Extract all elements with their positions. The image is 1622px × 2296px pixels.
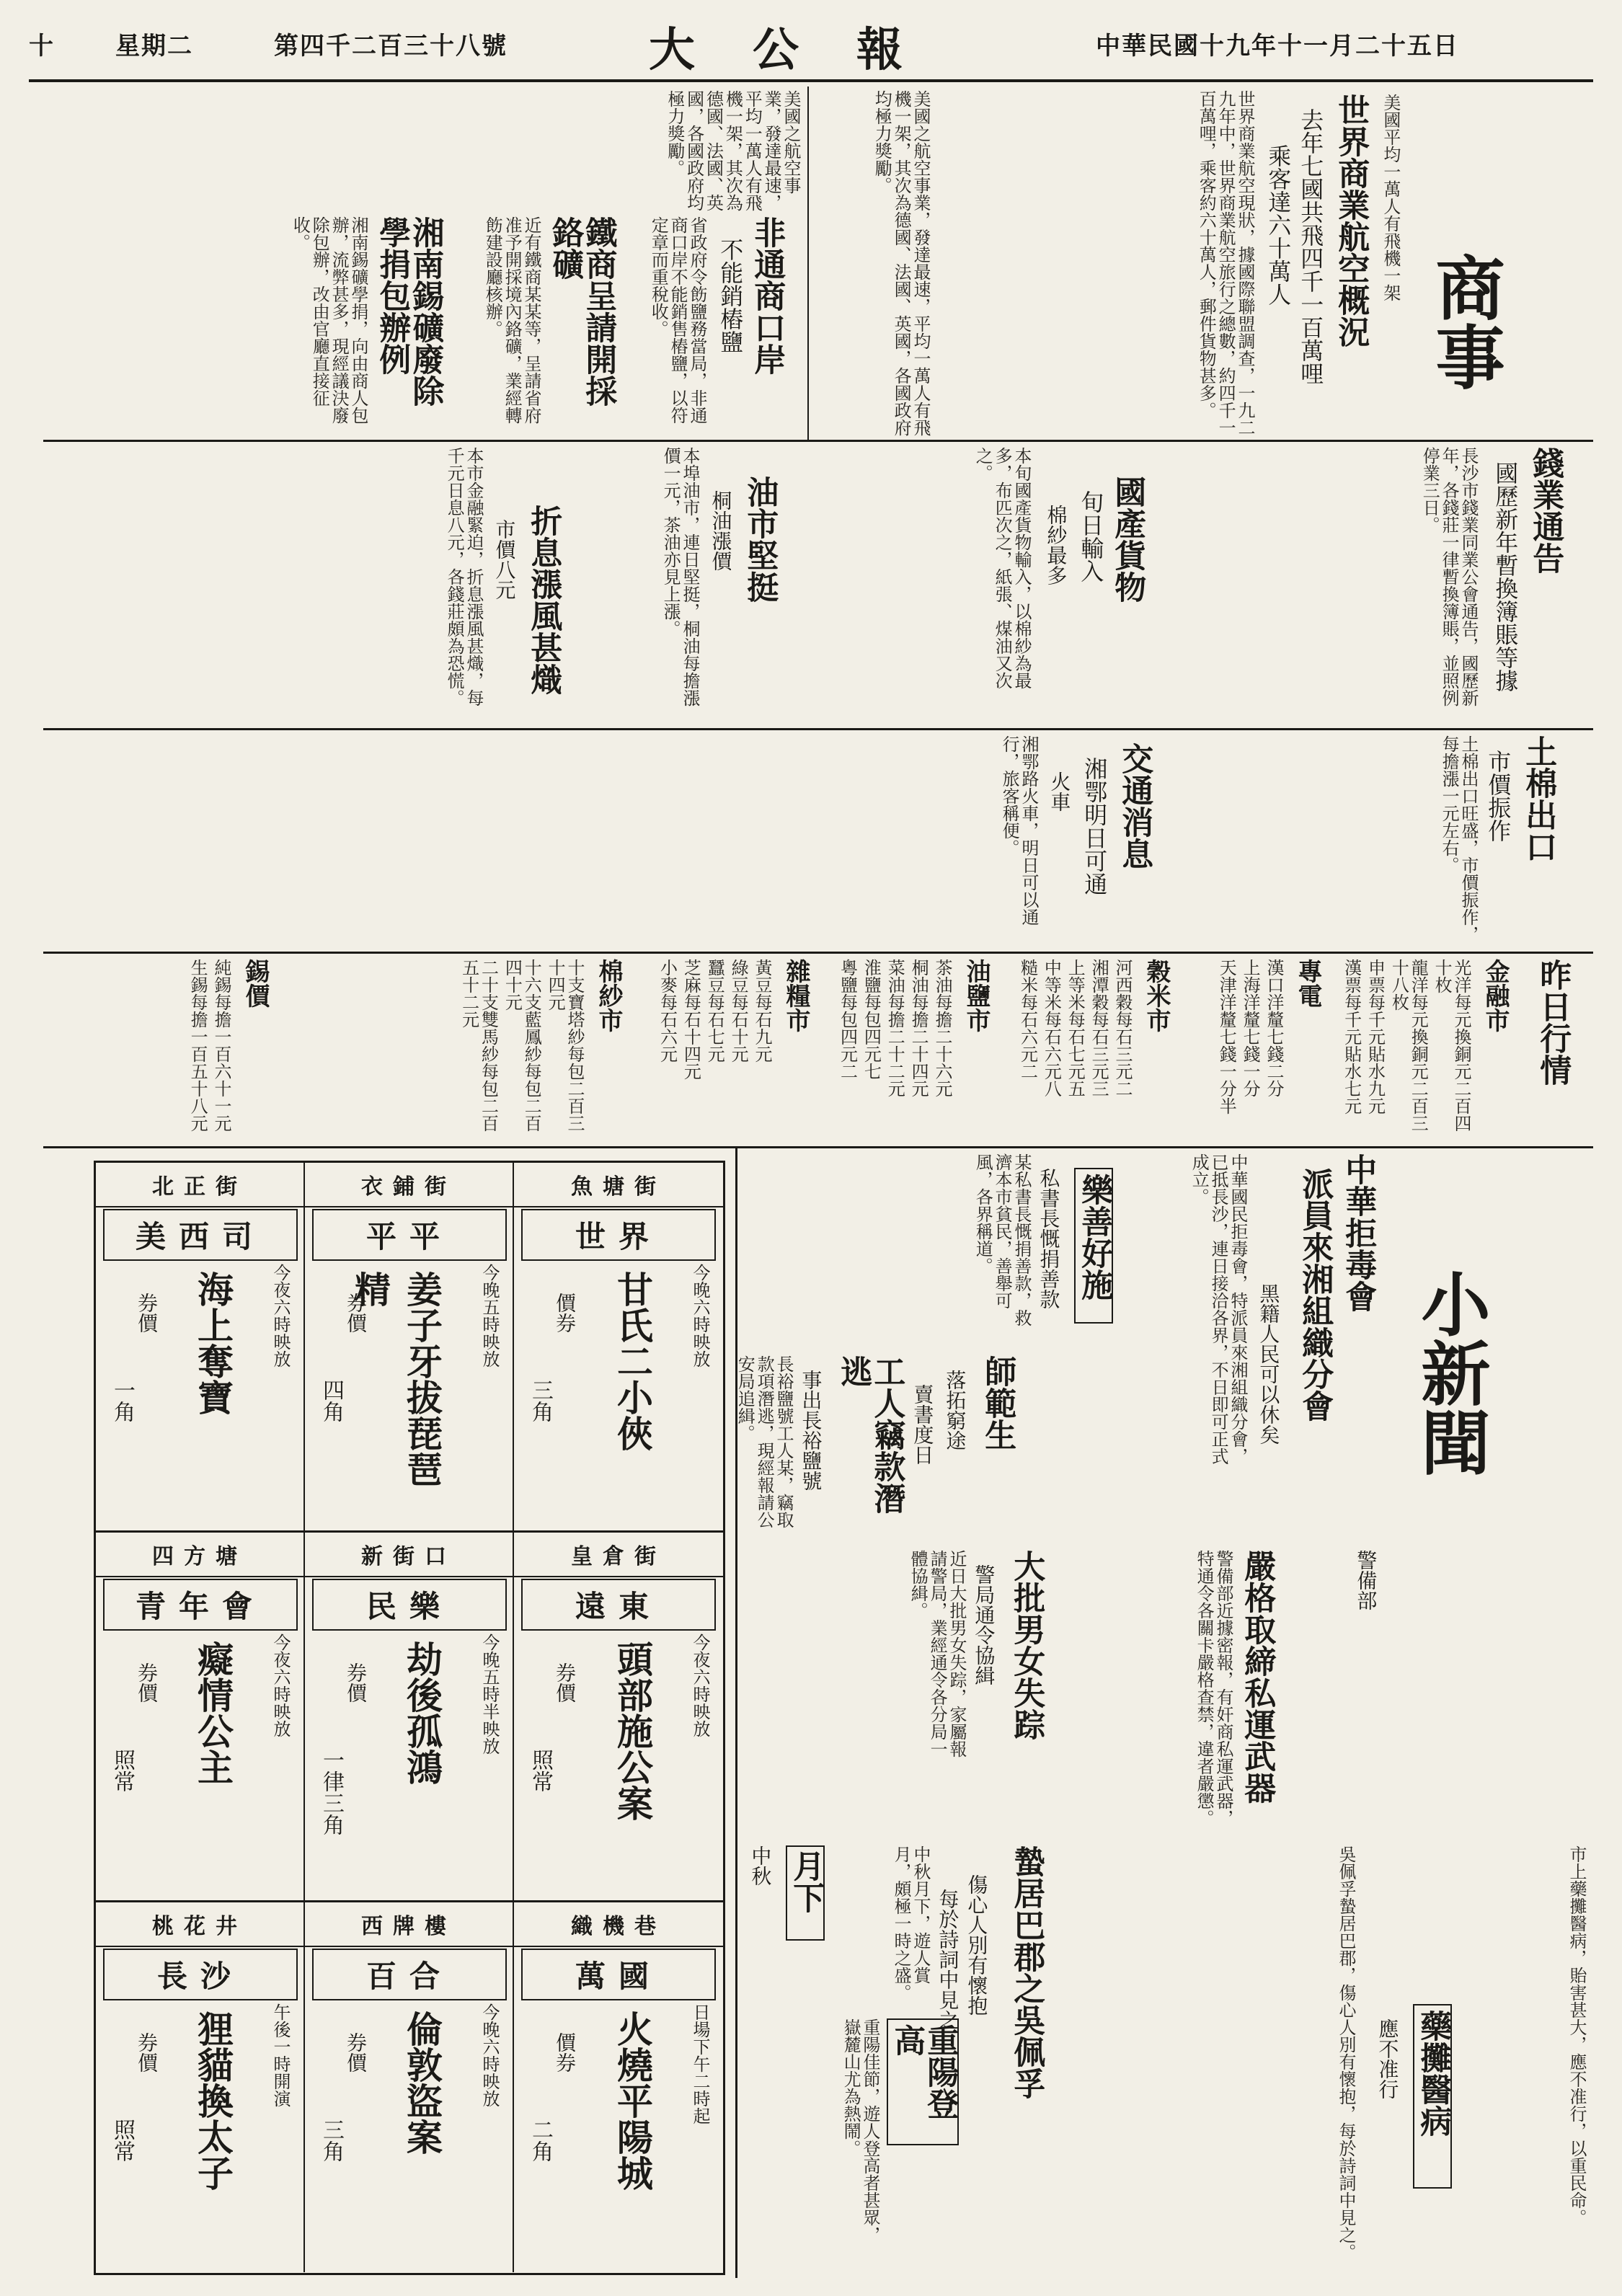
cotton-market-lines: [288, 959, 584, 1139]
cinema-film-title: 姜子牙拔琵琶精: [349, 1271, 443, 1487]
antiopium-headline: 中華拒毒會: [1339, 1153, 1377, 1312]
rule-band4: [43, 1146, 1593, 1148]
goods-body: 本旬國產貨物輸入，以棉紗為最多，布匹次之，紙張、煤油又次之。: [972, 447, 1032, 689]
cinema-street: 衣鋪街: [305, 1169, 513, 1207]
moon-sub: 中秋: [748, 1845, 773, 1886]
divider-top-mid: [807, 87, 809, 440]
cinema-price-label: 券價: [344, 1293, 368, 1333]
antiopium-body: 中華國民拒毒會，特派員來湘組織分會，已抵長沙，連日接洽各界，不日即可正式成立。: [1189, 1153, 1248, 1465]
missing-sub: 警局通令協緝: [972, 1564, 996, 1685]
telegraph-lines: [1189, 959, 1283, 1139]
cinema-theater-name: 美西司: [103, 1209, 298, 1261]
cinema-theater-name: 萬國: [521, 1949, 716, 2000]
page-number: 十: [29, 32, 55, 61]
cinema-price-label: 價券: [553, 2032, 577, 2073]
student-sub: 落拓窮途: [943, 1370, 967, 1450]
cinema-street: 魚塘街: [514, 1169, 723, 1207]
aviation-sub1: 去年七國共飛四千一百萬哩: [1297, 108, 1325, 385]
missing-body: 近日大批男女失踪，家屬報請警局，業經通令各分局一體協緝。: [908, 1550, 967, 1758]
cinema-grid: [96, 1163, 723, 2273]
cinema-cell: [96, 1902, 305, 2272]
cinema-price-label: 券價: [135, 2032, 159, 2073]
interest-tag: 市價八元: [492, 519, 517, 600]
police-tag: 警備部: [1354, 1550, 1378, 1610]
masthead-rule: [29, 79, 1593, 82]
quote-line: 十支寶塔紗每包二百三十四元: [545, 959, 585, 1132]
cinema-showtime: 今晚六時映放: [690, 1264, 710, 1368]
cinema-theater-name: 民樂: [312, 1579, 507, 1631]
charity-headline: 樂善好施: [1074, 1168, 1113, 1324]
cinema-cell: [514, 1533, 723, 1902]
telegraph-title: 專電: [1293, 959, 1322, 1008]
cinema-showtime: 今夜六時映放: [270, 1634, 291, 1737]
cinema-listings: [94, 1161, 725, 2275]
oilsalt-title: 油鹽市: [962, 959, 991, 1032]
cinema-theater-name: 百合: [312, 1949, 507, 2000]
tin-title: 錫價: [241, 959, 270, 1008]
quote-line: 中等米每石六元八: [1041, 959, 1062, 1097]
cinema-cell: [514, 1902, 723, 2272]
salt-body: 省政府令飭鹽務當局，非通商口岸不能銷售樁鹽，以符定章而重稅收。: [648, 216, 707, 424]
cinema-showtime: 今晚五時半映放: [479, 1634, 500, 1755]
theft-body: 長裕鹽號工人某，竊取款項潛逃，現經報請公安局追緝。: [735, 1355, 794, 1528]
news-section-title: 小新聞: [1410, 1269, 1492, 1476]
cinema-showtime: 今晚五時映放: [479, 1264, 500, 1368]
masthead: [29, 13, 1593, 78]
bank-notice-headline: 錢業通告: [1527, 447, 1564, 574]
salt-sub: 不能銷樁鹽: [717, 238, 745, 353]
tungsten-headline: 湘南錫礦廢除學捐包辦例: [373, 216, 444, 407]
ore-body: 近有鐵商某某等，呈請省府准予開採境內鉻礦，業經轉飭建設廳核辦。: [482, 216, 541, 424]
aviation-body-1: 世界商業航空現狀，據國際聯盟調查，一九二九年中，世界商業航空旅行之總數，約四千一百萬哩，乘客約六十萬人，郵件貨物甚多。: [1196, 90, 1255, 436]
cinema-price: 一角: [110, 1379, 135, 1422]
commerce-section-title: 商事: [1424, 252, 1506, 391]
cinema-showtime: 今晚六時映放: [479, 2003, 500, 2107]
cinema-cell: [96, 1533, 305, 1902]
quote-line: 漢口洋釐七錢二分: [1264, 959, 1284, 1097]
cinema-film-title: 海上奪寶: [192, 1271, 234, 1415]
issue-date: 中華民國十九年十一月二十五日: [1096, 32, 1459, 61]
bank-notice-body: 長沙市錢業同業公會通告，國歷新年，各錢莊一律暫換簿賬，並照例停業三日。: [1419, 447, 1479, 706]
cinema-price-label: 券價: [553, 1662, 577, 1703]
rule-band3: [43, 952, 1593, 954]
cinema-cell: [96, 1163, 305, 1533]
rule-band1: [43, 440, 1593, 442]
cinema-price-label: 價券: [553, 1293, 577, 1333]
moon-body: 中秋月下，遊人賞月，頗極一時之盛。: [891, 1845, 931, 2001]
cotton-market-title: 棉紗市: [594, 959, 623, 1032]
grain-title: 穀米市: [1142, 959, 1171, 1032]
quote-line: 芝麻每石十四元: [681, 959, 701, 1080]
salt-headline: 非通商口岸: [748, 216, 786, 375]
cinema-price-label: 券價: [135, 1293, 159, 1333]
wu-body: 吳佩孚蟄居巴郡，傷心人別有懷抱，每於詩詞中見之。: [1336, 1845, 1356, 2261]
misc-title: 雜糧市: [781, 959, 810, 1032]
goods-sub: 旬日輸入: [1077, 490, 1105, 582]
traffic-sub: 湘鄂明日可通: [1081, 757, 1109, 895]
festival-headline: 重陽登高: [887, 2018, 959, 2145]
cinema-film-title: 劫後孤鴻: [401, 1641, 443, 1785]
charity-sub: 私書長慨捐善款: [1037, 1168, 1061, 1309]
quote-line: 生錫每擔一百五十八元: [187, 959, 208, 1132]
wu-tag: 每於詩詞中見之: [936, 1889, 960, 2030]
aviation-headline: 世界商業航空概況: [1332, 94, 1370, 347]
cinema-theater-name: 長沙: [103, 1949, 298, 2000]
cinema-cell: [305, 1902, 514, 2272]
cinema-cell: [305, 1533, 514, 1902]
cinema-street: 桃花井: [96, 1908, 303, 1947]
grain-lines: [1009, 959, 1132, 1139]
cinema-theater-name: 青年會: [103, 1579, 298, 1631]
cinema-film-title: 倫敦盜案: [401, 2011, 443, 2155]
quote-line: 漢票每千元貼水七元: [1341, 959, 1362, 1114]
festival-body: 重陽佳節，遊人登高者甚眾，嶽麓山尤為熱鬧。: [841, 2018, 880, 2243]
cinema-price-label: 券價: [344, 1662, 368, 1703]
quote-line: 龍洋每元換銅元二百三十八枚: [1388, 959, 1429, 1132]
traffic-headline: 交通消息: [1116, 743, 1153, 869]
cinema-showtime: 今夜六時映放: [690, 1634, 710, 1737]
cinema-theater-name: 遠東: [521, 1579, 716, 1631]
quote-line: 粵鹽每包四元二: [837, 959, 858, 1080]
aviation-note: 美國平均一萬人有飛機一架: [1380, 94, 1401, 301]
quote-line: 上海洋釐七錢一分: [1240, 959, 1261, 1097]
quote-line: 黃豆每石九元: [752, 959, 772, 1063]
traffic-body: 湘鄂路火車，明日可以通行，旅客稱便。: [999, 735, 1039, 926]
quote-line: 桐油每擔二十四元: [908, 959, 929, 1097]
cinema-cell: [305, 1163, 514, 1533]
cinema-cell: [514, 1163, 723, 1533]
police-body: 警備部近據密報，有奸商私運武器，特通令各關卡嚴格查禁，違者嚴懲。: [1194, 1550, 1233, 1827]
cinema-price-label: 券價: [344, 2032, 368, 2073]
quote-line: 十六支藍鳳紗每包二百四十元: [502, 959, 542, 1132]
tungsten-body: 湘南錫礦學捐，向由商人包辦，流弊甚多，現經議決廢除包辦，改由官廳直接征收。: [290, 216, 368, 424]
cinema-film-title: 甘氏二小俠: [611, 1271, 654, 1451]
antiopium-tag: 黑籍人民可以休矣: [1257, 1283, 1281, 1445]
cinema-street: 西牌樓: [305, 1908, 513, 1947]
quote-line: 菜油每擔二十二元: [885, 959, 905, 1097]
goods-headline: 國產貨物: [1109, 476, 1146, 603]
interest-headline: 折息漲風甚熾: [525, 505, 562, 695]
cinema-showtime: 日場下午二時起: [690, 2003, 710, 2124]
wu-headline: 蟄居巴郡之吳佩孚: [1008, 1845, 1045, 2099]
issue-number: 第四千二百三十八號: [274, 32, 508, 61]
issue-weekday: 星期二: [115, 32, 193, 61]
charity-body: 某私書長慨捐善款，救濟本市貧民，善舉可風，各界稱道。: [972, 1153, 1032, 1326]
finance-lines: [1341, 959, 1471, 1139]
cotton-sub: 市價振作: [1484, 750, 1512, 842]
wu-sub: 傷心人別有懷抱: [965, 1874, 989, 2016]
finance-title: 金融市: [1481, 959, 1510, 1032]
missing-headline: 大批男女失踪: [1008, 1550, 1045, 1740]
quote-line: 淮鹽每包四元七: [861, 959, 882, 1080]
oil-tag: 桐油漲價: [709, 490, 733, 571]
quote-line: 光洋每元換銅元二百四十枚: [1432, 959, 1471, 1132]
cinema-street: 北正街: [96, 1169, 303, 1207]
quotes-header: 昨日行情: [1534, 959, 1572, 1086]
cinema-showtime: 今夜六時映放: [270, 1264, 291, 1368]
divider-news-cinema: [735, 1146, 737, 2278]
quote-line: 湘潭穀每石三元三: [1089, 959, 1109, 1097]
moon-headline: 月下: [786, 1845, 825, 1941]
cinema-film-title: 癡情公主: [192, 1641, 234, 1785]
cinema-price-label: 券價: [135, 1662, 159, 1703]
oilsalt-lines: [829, 959, 952, 1139]
cinema-film-title: 火燒平陽城: [611, 2011, 654, 2191]
quote-line: 申票每千元貼水九元: [1365, 959, 1386, 1114]
theft-sub: 事出長裕鹽號: [799, 1370, 823, 1491]
paper-title: 大公報: [649, 23, 960, 77]
cinema-film-title: 頭部施公案: [611, 1641, 654, 1821]
tin-lines: [50, 959, 231, 1139]
quote-line: 上等米每石七元五: [1065, 959, 1086, 1097]
goods-tag: 棉紗最多: [1044, 505, 1068, 585]
cinema-showtime: 午後一時開演: [270, 2003, 291, 2107]
medicine-sub: 應不准行: [1375, 2018, 1400, 2099]
traffic-tag: 火車: [1047, 771, 1072, 812]
cinema-street: 四方塘: [96, 1538, 303, 1577]
student-headline: 師範生: [979, 1355, 1016, 1450]
cinema-price: 三角: [528, 1379, 553, 1422]
cinema-theater-name: 世界: [521, 1209, 716, 1261]
medicine-headline: 藥攤醫病: [1413, 2004, 1452, 2189]
oil-body: 本埠油市，連日堅挺，桐油每擔漲價一元，茶油亦見上漲。: [660, 447, 700, 706]
cotton-body: 土棉出口旺盛，市價振作，每擔漲一元左右。: [1439, 735, 1479, 943]
cinema-price: 照常: [528, 1749, 553, 1792]
cinema-price: 二角: [528, 2119, 553, 2162]
quote-line: 蠶豆每石七元: [704, 959, 725, 1063]
quote-line: 小麥每石六元: [657, 959, 678, 1063]
quote-line: 糙米每石六元二: [1017, 959, 1038, 1080]
cinema-price: 照常: [110, 2119, 135, 2162]
bank-notice-sub: 國歷新年暫換簿賬等據: [1492, 461, 1520, 692]
quote-line: 純錫每擔一百六十一元: [211, 959, 231, 1132]
cinema-price: 一律三角: [319, 1749, 344, 1835]
cinema-street: 織機巷: [514, 1908, 723, 1947]
aviation-body-2: 美國之航空事業，發達最速，平均一萬人有飛機一架，其次為德國、法國、英國，各國政府均極力獎勵。: [872, 90, 931, 436]
misc-lines: [649, 959, 771, 1139]
oil-headline: 油市堅挺: [741, 476, 779, 603]
student-tag: 賣書度日: [910, 1384, 935, 1465]
cinema-price: 照常: [110, 1749, 135, 1792]
medicine-body: 市上藥攤醫病，貽害甚大，應不准行，以重民命。: [1566, 1845, 1587, 2226]
cinema-street: 皇倉街: [514, 1538, 723, 1577]
cinema-street: 新街口: [305, 1538, 513, 1577]
quote-line: 河西穀每石三元二: [1112, 959, 1133, 1097]
quote-line: 二十支雙馬紗每包二百五十二元: [458, 959, 499, 1132]
cotton-headline: 土棉出口: [1520, 735, 1557, 862]
theft-headline: 工人竊款潛逃: [835, 1355, 905, 1514]
police-headline: 嚴格取締私運武器: [1238, 1550, 1276, 1804]
rule-band2: [43, 728, 1593, 730]
quote-line: 綠豆每石十元: [728, 959, 749, 1063]
cinema-film-title: 狸貓換太子: [192, 2011, 234, 2191]
ore-headline: 鐵商呈請開採鉻礦: [546, 216, 617, 407]
aviation-body-continued: 美國之航空事業，發達最速，平均一萬人有飛機一架，其次為德國、法國、英國，各國政府均極力獎勵。: [664, 90, 801, 211]
cinema-price: 三角: [319, 2119, 344, 2162]
interest-body: 本市金融緊迫，折息漲風甚熾，每千元日息八元，各錢莊頗為恐慌。: [444, 447, 484, 706]
quote-line: 天津洋釐七錢一分半: [1216, 959, 1237, 1114]
antiopium-sub: 派員來湘組織分會: [1296, 1168, 1334, 1422]
cinema-price: 四角: [319, 1379, 344, 1422]
aviation-sub2: 乘客達六十萬人: [1264, 144, 1293, 306]
cinema-theater-name: 平平: [312, 1209, 507, 1261]
quote-line: 茶油每擔二十六元: [932, 959, 952, 1097]
